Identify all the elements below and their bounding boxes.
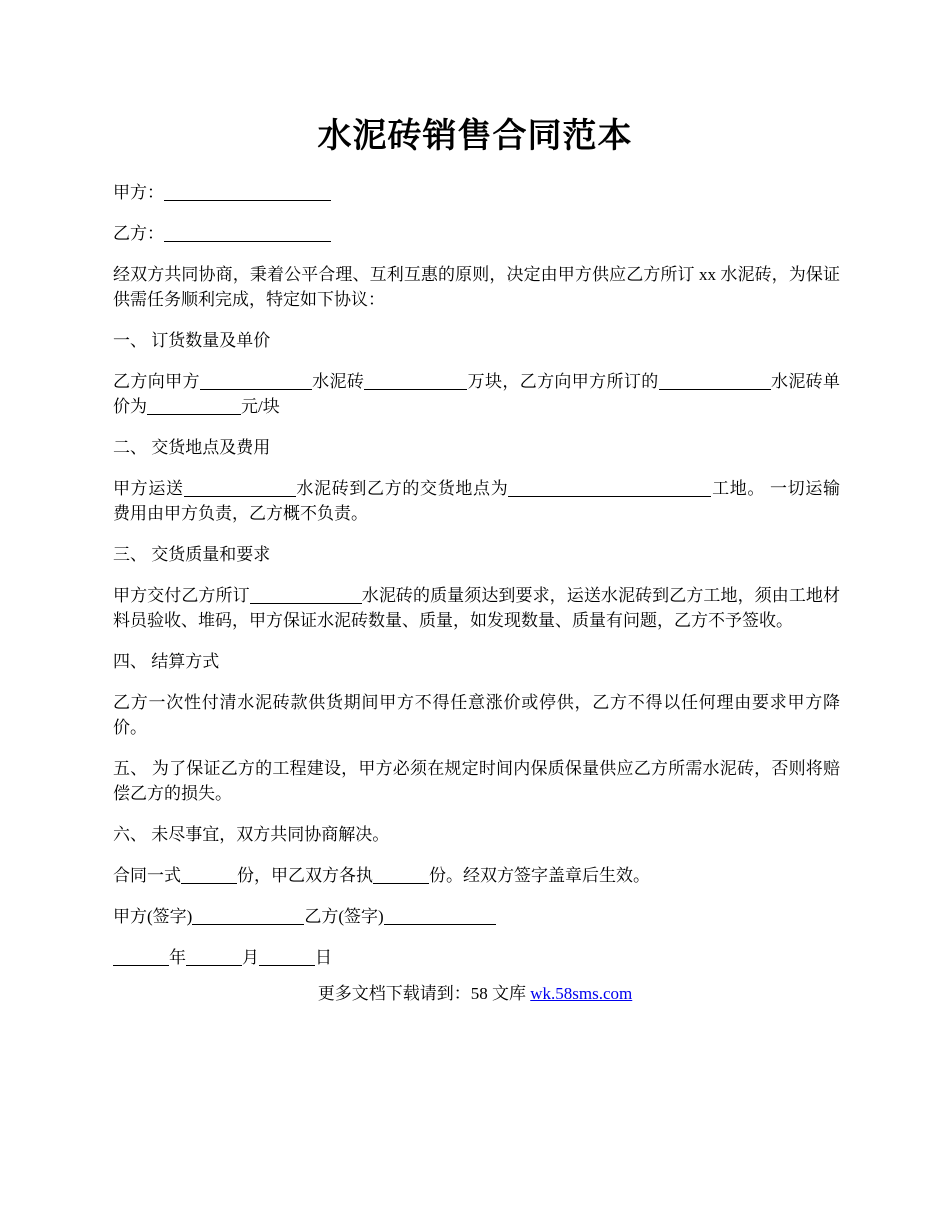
brand-blank[interactable] xyxy=(200,372,312,390)
party-b-signature-label: 乙方(签字) xyxy=(304,907,384,926)
year-blank[interactable] xyxy=(113,948,169,966)
section-3-heading: 三、 交货质量和要求 xyxy=(113,545,271,564)
delivery-site-blank[interactable] xyxy=(508,479,711,497)
section-3-body: 甲方交付乙方所订 水泥砖的质量须达到要求，运送水泥砖到乙方工地，须由工地材料员验收、堆码，甲方保证水泥砖数量、质量，如发现数量、质量有问题，乙方不予签收。 xyxy=(113,586,841,630)
party-a-line xyxy=(113,180,840,205)
section-1-body: 乙方向甲方 水泥砖 万块，乙方向甲方所订的 水泥砖单价为 元/块 xyxy=(113,372,841,416)
party-b-signature-blank[interactable] xyxy=(384,907,496,925)
section-1-heading: 一、 订货数量及单价 xyxy=(113,331,271,350)
section-6-paragraph: 六、 未尽事宜，双方共同协商解决。 xyxy=(113,825,390,844)
footer-text: 更多文档下载请到：58 文库 xyxy=(317,984,531,1003)
party-a-signature-blank[interactable] xyxy=(192,907,304,925)
day-blank[interactable] xyxy=(259,948,315,966)
section-4-heading: 四、 结算方式 xyxy=(113,652,220,671)
section-2-heading: 二、 交货地点及费用 xyxy=(113,438,271,457)
party-a-signature-label: 甲方(签字) xyxy=(113,907,193,926)
intro-paragraph: 经双方共同协商，秉着公平合理、互利互惠的原则，决定由甲方供应乙方所订 xx 水泥砖，为保证供需任务顺利完成，特定如下协议： xyxy=(113,265,840,309)
document-body xyxy=(113,180,840,986)
footer xyxy=(0,982,950,1006)
party-b-line xyxy=(113,221,840,246)
type-blank[interactable] xyxy=(659,372,771,390)
section-5-paragraph: 五、 为了保证乙方的工程建设，甲方必须在规定时间内保质保量供应乙方所需水泥砖，否则将赔偿乙方的损失。 xyxy=(113,759,840,803)
quality-item-blank[interactable] xyxy=(250,586,362,604)
copies-line: 合同一式 份，甲乙双方各执 份。经双方签字盖章后生效。 xyxy=(113,866,650,885)
month-blank[interactable] xyxy=(186,948,242,966)
date-line: 年 月 日 xyxy=(113,945,840,970)
quantity-blank[interactable] xyxy=(364,372,467,390)
party-b-blank[interactable] xyxy=(164,224,331,242)
delivery-item-blank[interactable] xyxy=(184,479,296,497)
signature-line xyxy=(113,904,840,929)
party-b-label: 乙方： xyxy=(113,224,164,243)
each-copies-blank[interactable] xyxy=(373,866,429,884)
party-a-label: 甲方： xyxy=(113,183,164,202)
total-copies-blank[interactable] xyxy=(181,866,237,884)
unit-price-blank[interactable] xyxy=(147,397,241,415)
section-2-body: 甲方运送 水泥砖到乙方的交货地点为 工地。 一切运输费用由甲方负责，乙方概不负责。 xyxy=(113,479,841,523)
section-4-body: 乙方一次性付清水泥砖款供货期间甲方不得任意涨价或停供，乙方不得以任何理由要求甲方降价。 xyxy=(113,693,840,737)
document-title: 水泥砖销售合同范本 xyxy=(317,118,633,155)
party-a-blank[interactable] xyxy=(164,183,331,201)
footer-link[interactable]: wk.58sms.com xyxy=(530,984,633,1003)
